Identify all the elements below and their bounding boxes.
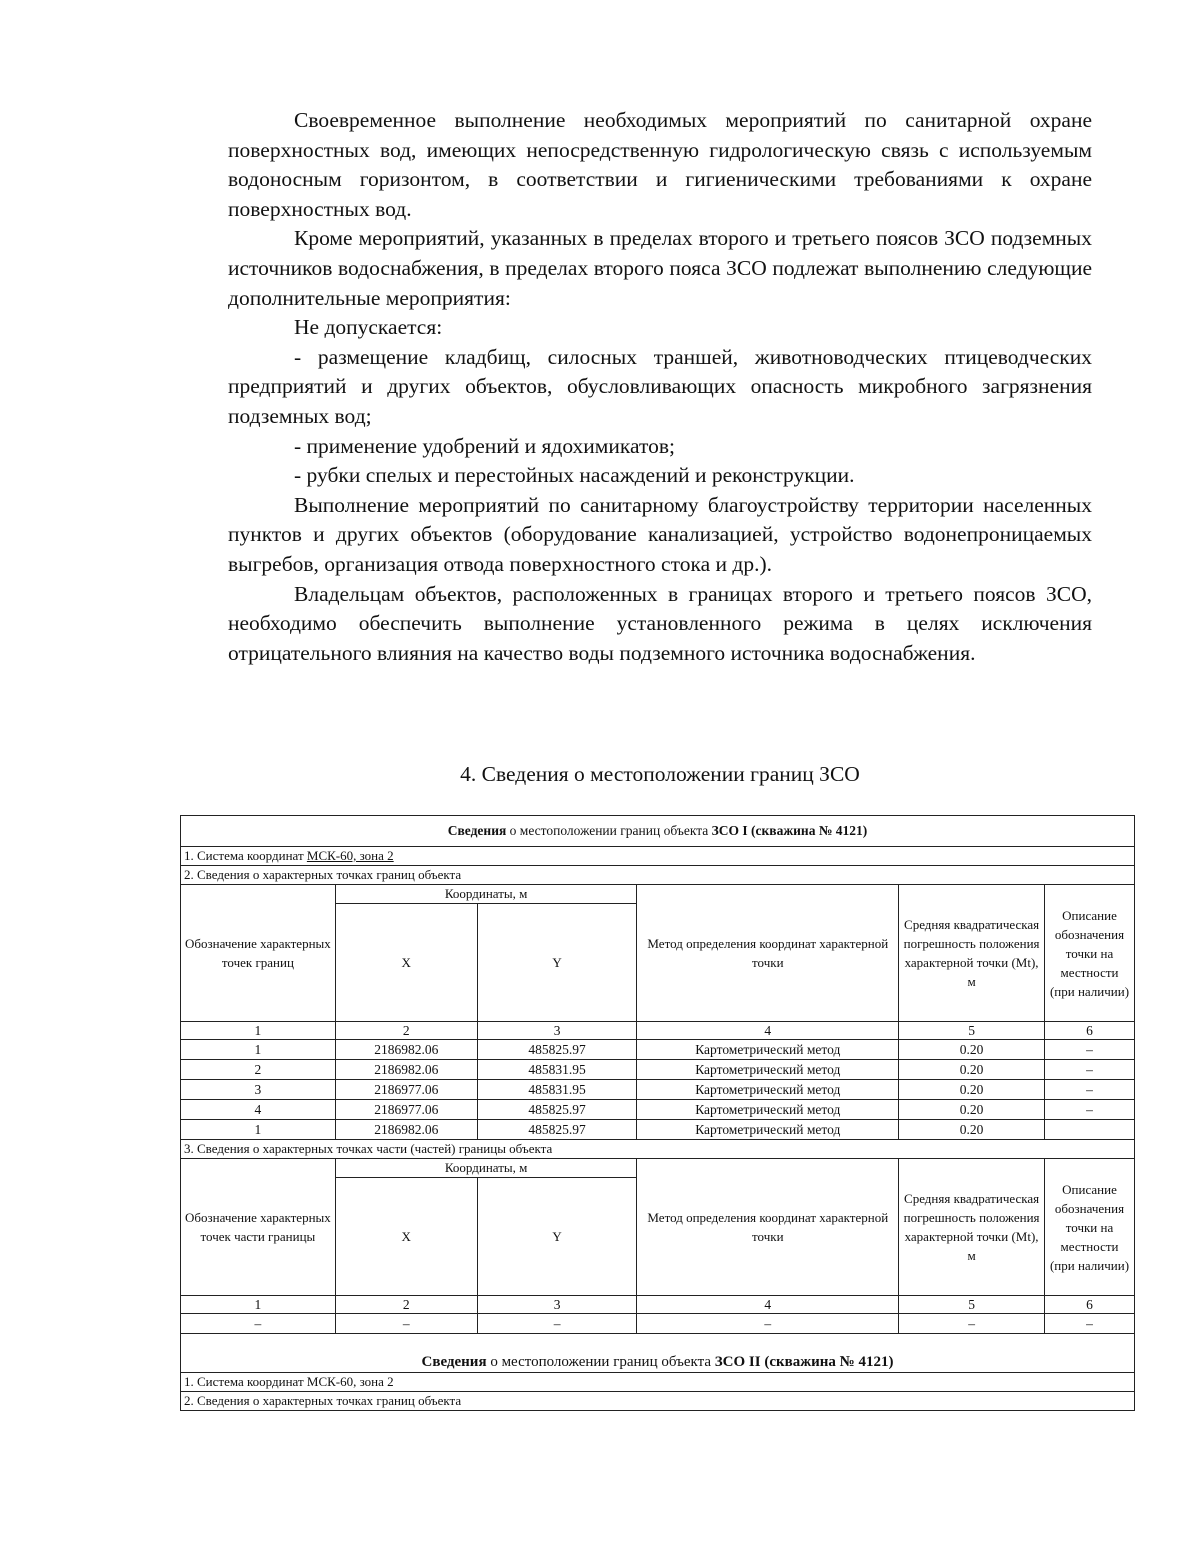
col-description-header: Описание обозначения точки на местности (при наличии) <box>1045 885 1135 1022</box>
table-row: – – – – – – <box>181 1314 1135 1334</box>
zso1-parts-header-row: 3. Сведения о характерных точках части (частей) границы объекта <box>181 1140 1135 1159</box>
zso2-title: Сведения о местоположении границ объекта ЗСО II (скважина № 4121) <box>181 1334 1135 1373</box>
col-description-header: Описание обозначения точки на местности (при наличии) <box>1045 1159 1135 1296</box>
col-x-header: X <box>335 1178 477 1296</box>
col-x-header: X <box>335 904 477 1022</box>
col-y-header: Y <box>477 904 637 1022</box>
zso2-title-row <box>181 1334 1135 1373</box>
zso1-index-row: 1 2 3 4 5 6 <box>181 1022 1135 1040</box>
zso1-coord-system-row: 1. Система координат МСК-60, зона 2 <box>181 847 1135 866</box>
list-item-logging: - рубки спелых и перестойных насаждений и реконструкции. <box>294 463 855 488</box>
zso1-parts-header-row-1 <box>181 1159 1135 1178</box>
paragraph-surface-water: Своевременное выполнение необходимых мероприятий по санитарной охране поверхностных вод, имеющих непосредственную гидрологическую связь с используемым водоносным горизонтом, в соответствии и гигиеническими требованиями к охране поверхностных вод. <box>228 108 1092 221</box>
paragraph-second-belt: Кроме мероприятий, указанных в пределах второго и третьего поясов ЗСО подземных источников водоснабжения, в пределах второго пояса ЗСО подлежат выполнению следующие дополнительные мероприятия: <box>228 226 1092 310</box>
zso1-points-header-row: 2. Сведения о характерных точках границ объекта <box>181 866 1135 885</box>
zso1-parts-index-row: 1 2 3 4 5 6 <box>181 1296 1135 1314</box>
col-error-header: Средняя квадратическая погрешность положения характерной точки (Mt), м <box>899 885 1045 1022</box>
table-row: 3 2186977.06 485831.95 Картометрический метод 0.20 – <box>181 1080 1135 1100</box>
col-error-header: Средняя квадратическая погрешность положения характерной точки (Mt), м <box>899 1159 1045 1296</box>
col-method-header: Метод определения координат характерной точки <box>637 1159 899 1296</box>
table-row: 4 2186977.06 485825.97 Картометрический метод 0.20 – <box>181 1100 1135 1120</box>
table-row: 1 2186982.06 485825.97 Картометрический метод 0.20 – <box>181 1040 1135 1060</box>
list-item-cemeteries: - размещение кладбищ, силосных траншей, животноводческих птицеводческих предприятий и других объектов, обусловливающих опасность микробного загрязнения подземных вод; <box>228 344 1092 428</box>
list-item-fertilizers: - применение удобрений и ядохимикатов; <box>294 433 676 458</box>
paragraph-not-allowed: Не допускается: <box>294 315 443 340</box>
col-designation-header: Обозначение характерных точек границ <box>181 885 336 1022</box>
zso2-coord-system-row: 1. Система координат МСК-60, зона 2 <box>181 1373 1135 1392</box>
zso2-points-header-row: 2. Сведения о характерных точках границ объекта <box>181 1392 1135 1411</box>
zso1-header-row <box>181 885 1135 904</box>
paragraph-owners: Владельцам объектов, расположенных в границах второго и третьего поясов ЗСО, необходимо обеспечить выполнение установленного режима в целях исключения отрицательного влияния на качество воды подземного источника водоснабжения. <box>228 581 1092 665</box>
coord-system-value: МСК-60, зона 2 <box>306 848 394 863</box>
zso-boundaries-table <box>180 815 1135 1411</box>
col-coords-header: Координаты, м <box>335 1159 637 1178</box>
col-coords-header: Координаты, м <box>335 885 637 904</box>
col-part-designation-header: Обозначение характерных точек части границы <box>181 1159 336 1296</box>
paragraph-sanitation: Выполнение мероприятий по санитарному благоустройству территории населенных пунктов и других объектов (оборудование канализацией, устройство водонепроницаемых выгребов, организация отвода поверхностного стока и др.). <box>228 492 1092 576</box>
body-text <box>228 106 1092 668</box>
col-method-header: Метод определения координат характерной точки <box>637 885 899 1022</box>
section-title: 4. Сведения о местоположении границ ЗСО <box>460 762 860 786</box>
zso1-title: Сведения о местоположении границ объекта ЗСО I (скважина № 4121) <box>181 816 1135 847</box>
table-row: 2 2186982.06 485831.95 Картометрический метод 0.20 – <box>181 1060 1135 1080</box>
zso1-title-row <box>181 816 1135 847</box>
col-y-header: Y <box>477 1178 637 1296</box>
table-row: 1 2186982.06 485825.97 Картометрический метод 0.20 <box>181 1120 1135 1140</box>
